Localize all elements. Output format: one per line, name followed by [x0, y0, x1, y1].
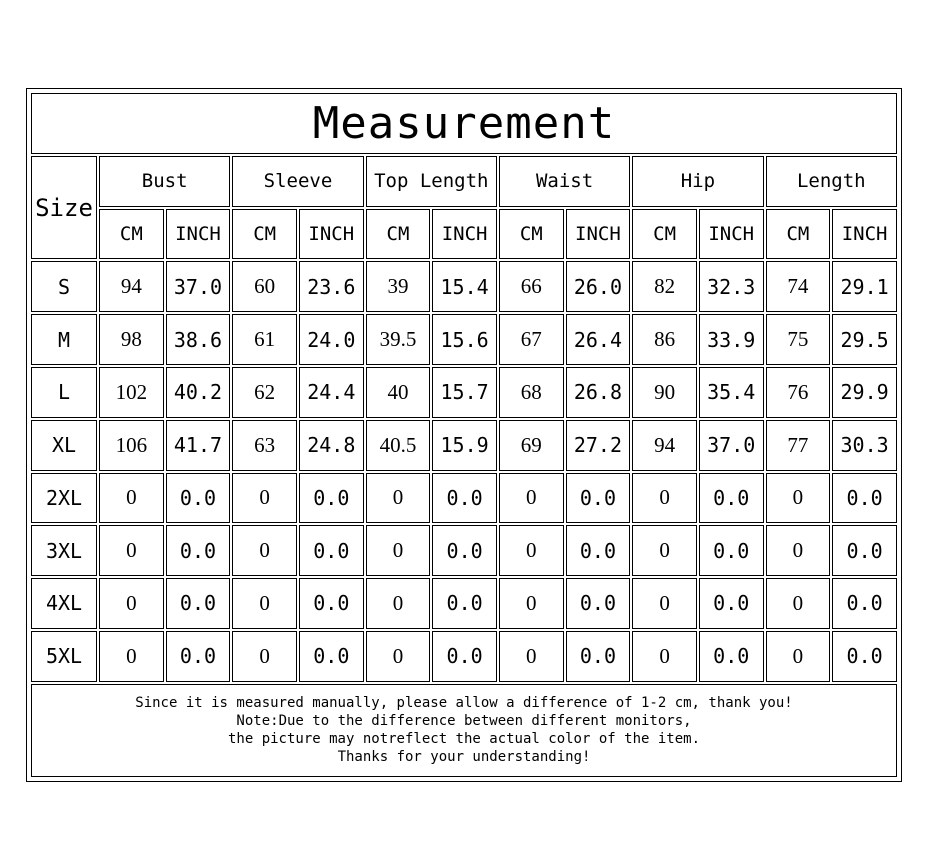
cm-value-cell: 0 — [632, 473, 697, 524]
cm-value-cell: 40.5 — [366, 420, 431, 471]
inch-value-cell: 0.0 — [166, 525, 231, 576]
cm-value-cell: 94 — [99, 261, 164, 312]
inch-value-cell: 0.0 — [566, 525, 631, 576]
cm-value-cell: 90 — [632, 367, 697, 418]
cm-value-cell: 0 — [766, 525, 831, 576]
table-row — [31, 578, 897, 629]
cm-value-cell: 0 — [99, 631, 164, 682]
cm-value-cell: 60 — [232, 261, 297, 312]
inch-value-cell: 26.8 — [566, 367, 631, 418]
group-header-sleeve: Sleeve — [232, 156, 363, 207]
cm-value-cell: 0 — [766, 578, 831, 629]
cm-value-cell: 0 — [499, 473, 564, 524]
inch-value-cell: 32.3 — [699, 261, 764, 312]
inch-value-cell: 41.7 — [166, 420, 231, 471]
inch-value-cell: 37.0 — [699, 420, 764, 471]
inch-value-cell: 0.0 — [699, 631, 764, 682]
size-cell: 2XL — [31, 473, 97, 524]
cm-value-cell: 68 — [499, 367, 564, 418]
unit-header-inch: INCH — [166, 209, 231, 260]
cm-value-cell: 94 — [632, 420, 697, 471]
cm-value-cell: 61 — [232, 314, 297, 365]
inch-value-cell: 26.4 — [566, 314, 631, 365]
note-line: Thanks for your understanding! — [337, 749, 591, 766]
inch-value-cell: 15.6 — [432, 314, 497, 365]
inch-value-cell: 24.4 — [299, 367, 364, 418]
cm-value-cell: 0 — [99, 578, 164, 629]
cm-value-cell: 0 — [99, 473, 164, 524]
group-header-row — [31, 156, 897, 207]
inch-value-cell: 35.4 — [699, 367, 764, 418]
inch-value-cell: 15.7 — [432, 367, 497, 418]
cm-value-cell: 0 — [366, 631, 431, 682]
cm-value-cell: 86 — [632, 314, 697, 365]
inch-value-cell: 29.5 — [832, 314, 897, 365]
inch-value-cell: 0.0 — [299, 631, 364, 682]
table-row — [31, 525, 897, 576]
inch-value-cell: 0.0 — [432, 473, 497, 524]
unit-header-row — [31, 209, 897, 260]
note-line: Since it is measured manually, please allow a difference of 1-2 cm, thank you! — [135, 695, 793, 712]
size-table — [29, 91, 899, 779]
table-title: Measurement — [31, 93, 897, 154]
inch-value-cell: 29.1 — [832, 261, 897, 312]
size-column-header: Size — [31, 156, 97, 260]
cm-value-cell: 63 — [232, 420, 297, 471]
cm-value-cell: 77 — [766, 420, 831, 471]
inch-value-cell: 30.3 — [832, 420, 897, 471]
inch-value-cell: 0.0 — [299, 578, 364, 629]
inch-value-cell: 0.0 — [699, 525, 764, 576]
cm-value-cell: 69 — [499, 420, 564, 471]
cm-value-cell: 62 — [232, 367, 297, 418]
cm-value-cell: 0 — [632, 525, 697, 576]
inch-value-cell: 0.0 — [432, 525, 497, 576]
unit-header-cm: CM — [99, 209, 164, 260]
inch-value-cell: 15.4 — [432, 261, 497, 312]
group-header-waist: Waist — [499, 156, 630, 207]
table-row — [31, 631, 897, 682]
group-header-hip: Hip — [632, 156, 763, 207]
cm-value-cell: 0 — [99, 525, 164, 576]
inch-value-cell: 0.0 — [832, 525, 897, 576]
unit-header-cm: CM — [632, 209, 697, 260]
cm-value-cell: 0 — [366, 473, 431, 524]
cm-value-cell: 39 — [366, 261, 431, 312]
inch-value-cell: 24.8 — [299, 420, 364, 471]
cm-value-cell: 0 — [366, 578, 431, 629]
inch-value-cell: 37.0 — [166, 261, 231, 312]
table-row — [31, 367, 897, 418]
cm-value-cell: 0 — [232, 578, 297, 629]
unit-header-cm: CM — [499, 209, 564, 260]
cm-value-cell: 39.5 — [366, 314, 431, 365]
inch-value-cell: 0.0 — [166, 578, 231, 629]
notes-row — [31, 684, 897, 777]
cm-value-cell: 0 — [366, 525, 431, 576]
cm-value-cell: 67 — [499, 314, 564, 365]
unit-header-cm: CM — [232, 209, 297, 260]
cm-value-cell: 0 — [632, 578, 697, 629]
inch-value-cell: 0.0 — [432, 578, 497, 629]
inch-value-cell: 40.2 — [166, 367, 231, 418]
size-cell: L — [31, 367, 97, 418]
unit-header-inch: INCH — [299, 209, 364, 260]
note-line: Note:Due to the difference between different monitors, — [236, 713, 692, 730]
title-row — [31, 93, 897, 154]
table-row — [31, 473, 897, 524]
cm-value-cell: 0 — [499, 578, 564, 629]
table-row — [31, 314, 897, 365]
cm-value-cell: 0 — [232, 525, 297, 576]
inch-value-cell: 23.6 — [299, 261, 364, 312]
inch-value-cell: 15.9 — [432, 420, 497, 471]
size-cell: XL — [31, 420, 97, 471]
unit-header-cm: CM — [766, 209, 831, 260]
inch-value-cell: 27.2 — [566, 420, 631, 471]
group-header-length: Length — [766, 156, 897, 207]
cm-value-cell: 0 — [232, 631, 297, 682]
inch-value-cell: 29.9 — [832, 367, 897, 418]
cm-value-cell: 0 — [499, 631, 564, 682]
inch-value-cell: 26.0 — [566, 261, 631, 312]
measurement-chart — [26, 88, 902, 782]
inch-value-cell: 0.0 — [566, 473, 631, 524]
group-header-bust: Bust — [99, 156, 230, 207]
inch-value-cell: 0.0 — [699, 473, 764, 524]
inch-value-cell: 0.0 — [166, 631, 231, 682]
unit-header-inch: INCH — [432, 209, 497, 260]
table-row — [31, 420, 897, 471]
cm-value-cell: 0 — [766, 631, 831, 682]
inch-value-cell: 24.0 — [299, 314, 364, 365]
unit-header-inch: INCH — [699, 209, 764, 260]
cm-value-cell: 82 — [632, 261, 697, 312]
inch-value-cell: 0.0 — [832, 578, 897, 629]
inch-value-cell: 0.0 — [566, 578, 631, 629]
inch-value-cell: 33.9 — [699, 314, 764, 365]
group-header-top-length: Top Length — [366, 156, 497, 207]
cm-value-cell: 75 — [766, 314, 831, 365]
inch-value-cell: 0.0 — [699, 578, 764, 629]
inch-value-cell: 38.6 — [166, 314, 231, 365]
unit-header-inch: INCH — [832, 209, 897, 260]
cm-value-cell: 0 — [766, 473, 831, 524]
cm-value-cell: 0 — [499, 525, 564, 576]
inch-value-cell: 0.0 — [566, 631, 631, 682]
table-row — [31, 261, 897, 312]
inch-value-cell: 0.0 — [432, 631, 497, 682]
cm-value-cell: 40 — [366, 367, 431, 418]
unit-header-cm: CM — [366, 209, 431, 260]
size-cell: M — [31, 314, 97, 365]
cm-value-cell: 0 — [632, 631, 697, 682]
cm-value-cell: 66 — [499, 261, 564, 312]
cm-value-cell: 76 — [766, 367, 831, 418]
size-cell: 4XL — [31, 578, 97, 629]
note-line: the picture may notreflect the actual color of the item. — [227, 731, 700, 748]
size-cell: 3XL — [31, 525, 97, 576]
size-cell: 5XL — [31, 631, 97, 682]
cm-value-cell: 106 — [99, 420, 164, 471]
inch-value-cell: 0.0 — [299, 473, 364, 524]
cm-value-cell: 102 — [99, 367, 164, 418]
unit-header-inch: INCH — [566, 209, 631, 260]
inch-value-cell: 0.0 — [832, 473, 897, 524]
inch-value-cell: 0.0 — [832, 631, 897, 682]
notes-cell — [31, 684, 897, 777]
inch-value-cell: 0.0 — [166, 473, 231, 524]
cm-value-cell: 74 — [766, 261, 831, 312]
inch-value-cell: 0.0 — [299, 525, 364, 576]
cm-value-cell: 98 — [99, 314, 164, 365]
cm-value-cell: 0 — [232, 473, 297, 524]
size-cell: S — [31, 261, 97, 312]
